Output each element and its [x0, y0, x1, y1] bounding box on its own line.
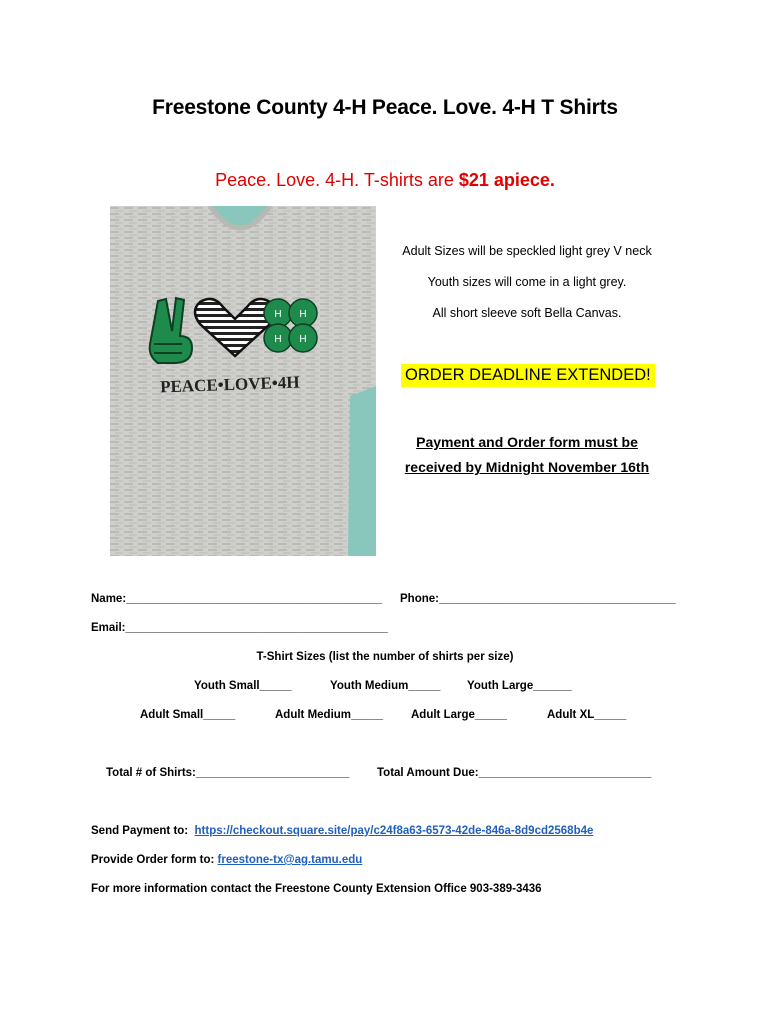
contact-info: For more information contact the Freestone County Extension Office 903-389-3436: [91, 883, 542, 895]
adult-medium-field[interactable]: Adult Medium_____: [275, 709, 383, 721]
price-prefix: Peace. Love. 4-H. T-shirts are: [215, 170, 459, 190]
youth-small-field[interactable]: Youth Small_____: [194, 680, 292, 692]
youth-medium-field[interactable]: Youth Medium_____: [330, 680, 441, 692]
adult-small-field[interactable]: Adult Small_____: [140, 709, 236, 721]
order-email-link[interactable]: freestone-tx@ag.tamu.edu: [217, 854, 363, 866]
payment-notice-line1: Payment and Order form must be: [416, 434, 638, 450]
svg-text:H: H: [299, 334, 307, 345]
sizes-heading: T-Shirt Sizes (list the number of shirts per size): [256, 651, 514, 663]
price-line: [0, 170, 770, 191]
svg-text:H: H: [274, 334, 282, 345]
price-amount: $21 apiece.: [458, 170, 555, 190]
phone-field[interactable]: Phone:_____________________________________: [400, 593, 676, 605]
detail-adult-sizes: Adult Sizes will be speckled light grey V neck: [402, 244, 652, 258]
detail-fabric: All short sleeve soft Bella Canvas.: [432, 306, 622, 320]
send-payment-line: [91, 825, 593, 837]
payment-link[interactable]: https://checkout.square.site/pay/c24f8a63-6573-42de-846a-8d9cd2568b4e: [194, 825, 594, 837]
adult-large-field[interactable]: Adult Large_____: [411, 709, 507, 721]
payment-notice: [386, 430, 668, 480]
page-title: Freestone County 4-H Peace. Love. 4-H T Shirts: [152, 96, 618, 119]
name-field[interactable]: Name:________________________________________: [91, 593, 382, 605]
deadline-banner: ORDER DEADLINE EXTENDED!: [401, 364, 655, 387]
shirt-photo: [110, 206, 376, 556]
order-form-line: [91, 854, 362, 866]
svg-text:H: H: [299, 309, 307, 320]
adult-xl-field[interactable]: Adult XL_____: [547, 709, 627, 721]
svg-text:H: H: [274, 309, 282, 320]
email-field[interactable]: Email:_________________________________________: [91, 622, 388, 634]
shirt-print-text: PEACE•LOVE•4H: [159, 372, 300, 397]
send-payment-label: Send Payment to:: [91, 825, 189, 837]
total-amount-field[interactable]: Total Amount Due:___________________________: [377, 767, 652, 779]
total-shirts-field[interactable]: Total # of Shirts:________________________: [106, 767, 350, 779]
youth-large-field[interactable]: Youth Large______: [467, 680, 572, 692]
payment-notice-line2: received by Midnight November 16th: [404, 459, 650, 475]
order-form-label: Provide Order form to:: [91, 854, 215, 866]
detail-youth-sizes: Youth sizes will come in a light grey.: [427, 275, 627, 289]
